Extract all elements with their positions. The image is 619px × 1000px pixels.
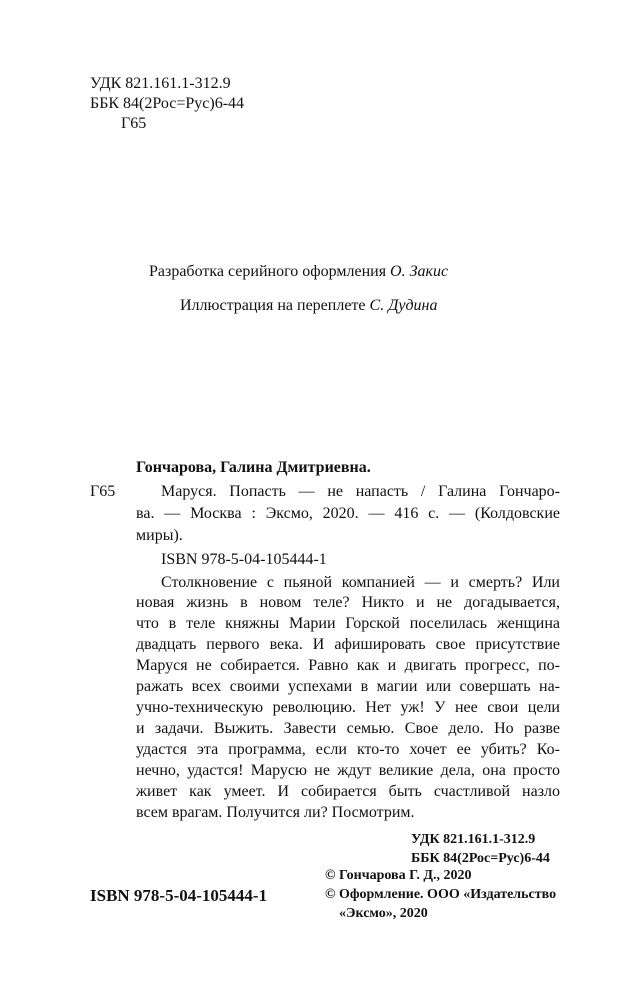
classification-bbk: ББК 84(2Рос=Рус)6-44	[411, 851, 550, 866]
annotation-line: Маруся не собирается. Равно как и двигать прогресс, по-	[136, 657, 560, 674]
annotation-line: что в теле княжны Марии Горской поселилась женщина	[136, 615, 560, 632]
copyright-publisher: «Эксмо», 2020	[339, 906, 428, 921]
author-heading: Гончарова, Галина Дмитриевна.	[136, 459, 371, 476]
record-isbn: ISBN 978-5-04-105444-1	[161, 551, 327, 568]
header-udk: УДК 821.161.1-312.9	[90, 75, 231, 92]
illustration-credit	[180, 296, 437, 316]
design-credit	[149, 262, 448, 282]
header-bbk: ББК 84(2Рос=Рус)6-44	[90, 95, 245, 112]
annotation-line: новая жизнь в новом теле? Никто и не догадывается,	[136, 594, 560, 611]
design-credit-name: О. Закис	[390, 263, 449, 280]
annotation-line: нечно, удастся! Марусю не ждут великие дела, она просто	[136, 762, 560, 779]
record-code: Г65	[90, 483, 116, 500]
header-code: Г65	[121, 115, 147, 132]
annotation-line: Столкновение с пьяной компанией — и смерть? Или	[161, 574, 560, 591]
record-description-line: Маруся. Попасть — не напасть / Галина Гончаро-	[161, 483, 560, 500]
annotation-line: двадцать первого века. И афишировать свое присутствие	[136, 636, 560, 653]
record-description-line: миры).	[136, 527, 183, 544]
footer-isbn: ISBN 978-5-04-105444-1	[90, 886, 268, 905]
annotation-line: учно-техническую революцию. Нет уж! У нее свои цели	[136, 699, 560, 716]
illustration-credit-name: С. Дудина	[369, 297, 438, 314]
annotation-line: ражать всех своими успехами в магии или совершать на-	[136, 678, 560, 695]
copyright-author: © Гончарова Г. Д., 2020	[325, 868, 472, 883]
design-credit-label: Разработка серийного оформления	[149, 263, 387, 280]
annotation-line: живет как умеет. И собирается быть счастливой назло	[136, 783, 560, 800]
classification-udk: УДК 821.161.1-312.9	[411, 832, 536, 847]
annotation-line: удастся эта программа, если кто-то хочет ее убить? Ко-	[136, 741, 560, 758]
annotation-line: всем врагам. Получится ли? Посмотрим.	[136, 804, 415, 821]
copyright-design: © Оформление. ООО «Издательство	[325, 887, 557, 902]
record-description-line: ва. — Москва : Эксмо, 2020. — 416 с. — (Колдовские	[136, 505, 560, 522]
annotation-line: и задачи. Выжить. Завести семью. Свое дело. Но разве	[136, 720, 560, 737]
illustration-credit-label: Иллюстрация на переплете	[180, 297, 366, 314]
